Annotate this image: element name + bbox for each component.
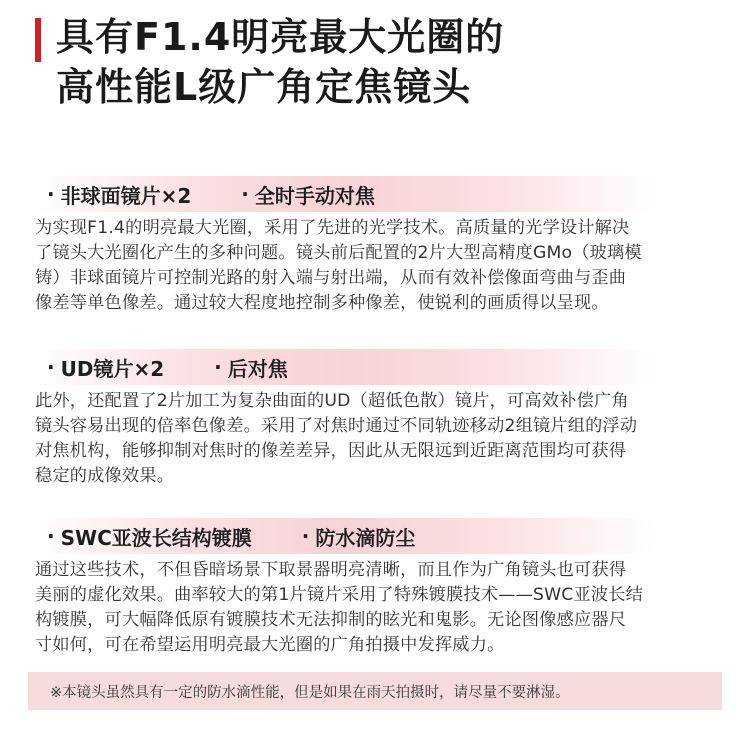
feature-section-1: [35, 176, 735, 316]
paragraph-line: 通过这些技术，不但昏暗场景下取景器明亮清晰，而且作为广角镜头也可获得: [35, 560, 627, 580]
feature-label: UD镜片×2: [60, 356, 165, 381]
feature-section-3: [35, 518, 735, 658]
paragraph-line: 了镜头大光圈化产生的多种问题。镜头前后配置的2片大型高精度GMo（玻璃模: [35, 243, 642, 263]
page-title: [56, 12, 736, 112]
feature-label: 防水滴防尘: [315, 525, 416, 550]
paragraph-line: 对焦机构，能够抑制对焦时的像差差异，因此从无限远到近距离范围均可获得: [35, 441, 627, 461]
paragraph-line: 此外，还配置了2片加工为复杂曲面的UD（超低色散）镜片，可高效补偿广角: [35, 391, 629, 411]
bullet-icon: ·: [241, 182, 249, 206]
waterproof-note: [28, 672, 722, 710]
paragraph-line: 铸）非球面镜片可控制光路的射入端与射出端，从而有效补偿像面弯曲与歪曲: [35, 268, 627, 288]
section-heading: [35, 518, 655, 554]
bullet-icon: ·: [214, 355, 222, 379]
paragraph-line: 构镀膜，可大幅降低原有镀膜技术无法抑制的眩光和鬼影。无论图像感应器尺: [35, 610, 627, 630]
section-heading: [35, 349, 655, 385]
feature-section-2: [35, 349, 735, 489]
feature-label: SWC亚波长结构镀膜: [60, 525, 252, 550]
paragraph-line: 寸如何，可在希望运用明亮最大光圈的广角拍摄中发挥威力。: [35, 635, 505, 655]
paragraph-line: 稳定的成像效果。: [35, 466, 175, 486]
feature-label: 非球面镜片×2: [60, 183, 192, 208]
section-paragraph: [35, 389, 735, 489]
section-heading: [35, 176, 655, 212]
section-paragraph: [35, 558, 735, 658]
paragraph-line: 美丽的虚化效果。曲率较大的第1片镜片采用了特殊镀膜技术——SWC亚波长结: [35, 585, 644, 605]
note-text: ※本镜头虽然具有一定的防水滴性能，但是如果在雨天拍摄时，请尽量不要淋湿。: [50, 684, 570, 701]
bullet-icon: ·: [47, 182, 55, 206]
paragraph-line: 镜头容易出现的倍率色像差。采用了对焦时通过不同轨迹移动2组镜片组的浮动: [35, 416, 638, 436]
section-paragraph: [35, 216, 735, 316]
paragraph-line: 为实现F1.4的明亮最大光圈，采用了先进的光学技术。高质量的光学设计解决: [35, 218, 630, 238]
bullet-icon: ·: [301, 524, 310, 548]
title-accent-bar: [35, 18, 41, 62]
paragraph-line: 像差等单色像差。通过较大程度地控制多种像差，使锐利的画质得以呈现。: [35, 293, 609, 313]
feature-label: 后对焦: [227, 356, 288, 381]
feature-label: 全时手动对焦: [254, 183, 375, 208]
bullet-icon: ·: [47, 524, 55, 548]
title-line-2: 高性能L级广角定焦镜头: [56, 65, 472, 109]
title-line-1: 具有F1.4明亮最大光圈的: [56, 15, 505, 59]
bullet-icon: ·: [47, 355, 55, 379]
